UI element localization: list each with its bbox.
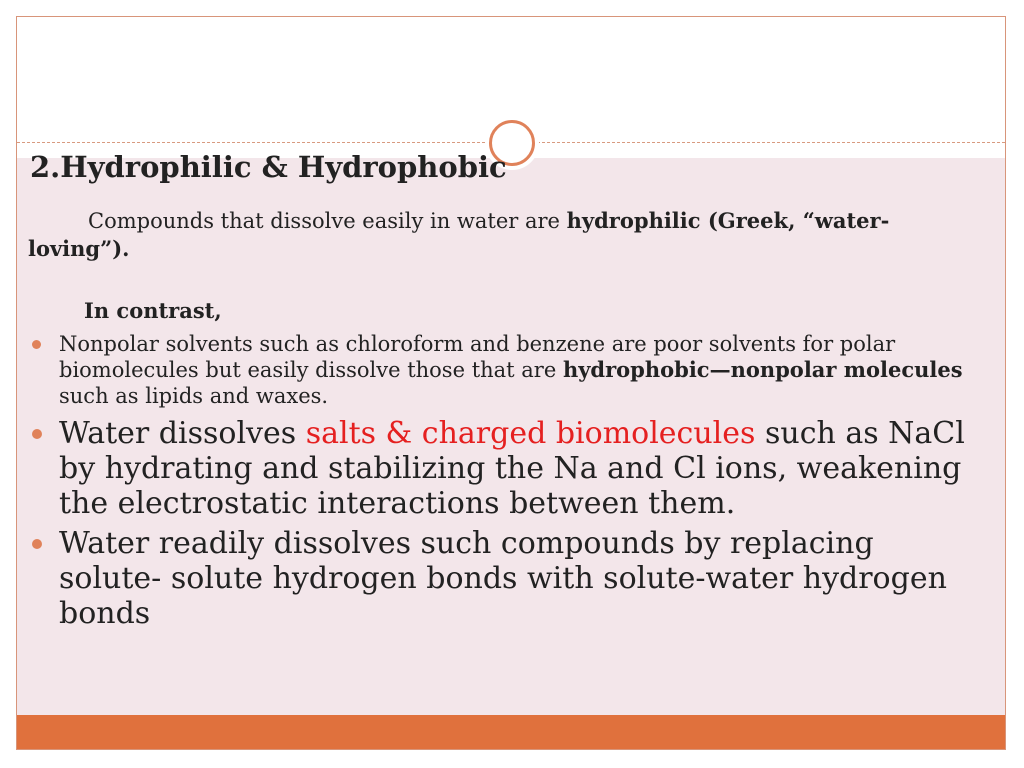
footer-band	[17, 715, 1005, 750]
bullet-highlight-term: salts & charged biomolecules	[305, 416, 756, 451]
bullet-dot-icon	[32, 539, 42, 549]
intro-bold-term: hydrophilic (Greek, “water-loving”).	[28, 208, 890, 261]
bullet-item-replacing	[32, 526, 972, 631]
bullet-dot-icon	[32, 340, 41, 349]
bullet-item-nonpolar	[32, 331, 972, 409]
contrast-heading: In contrast,	[84, 298, 222, 323]
bullet-text: Water readily dissolves such compounds by replacing solute- solute hydrogen bonds with solute-water hydrogen bonds	[59, 526, 947, 631]
bullet-text-end: such as NaCl by hydrating and stabilizing the Na and Cl ions, weakening the electrostatic interactions between them.	[59, 416, 965, 521]
bullet-text: Nonpolar solvents such as chloroform and benzene are poor solvents for polar biomolecules but easily dissolve those that are	[59, 332, 896, 382]
bullet-list	[32, 331, 972, 631]
bullet-bold-term: hydrophobic—nonpolar molecules	[562, 357, 963, 382]
intro-text: Compounds that dissolve easily in water are	[88, 209, 567, 233]
slide-title: 2.Hydrophilic & Hydrophobic	[30, 150, 507, 184]
bullet-item-salts	[32, 416, 972, 521]
bullet-text-end: such as lipids and waxes.	[59, 384, 329, 408]
intro-paragraph	[28, 207, 928, 263]
bullet-text: Water dissolves	[59, 416, 306, 451]
bullet-dot-icon	[32, 429, 42, 439]
